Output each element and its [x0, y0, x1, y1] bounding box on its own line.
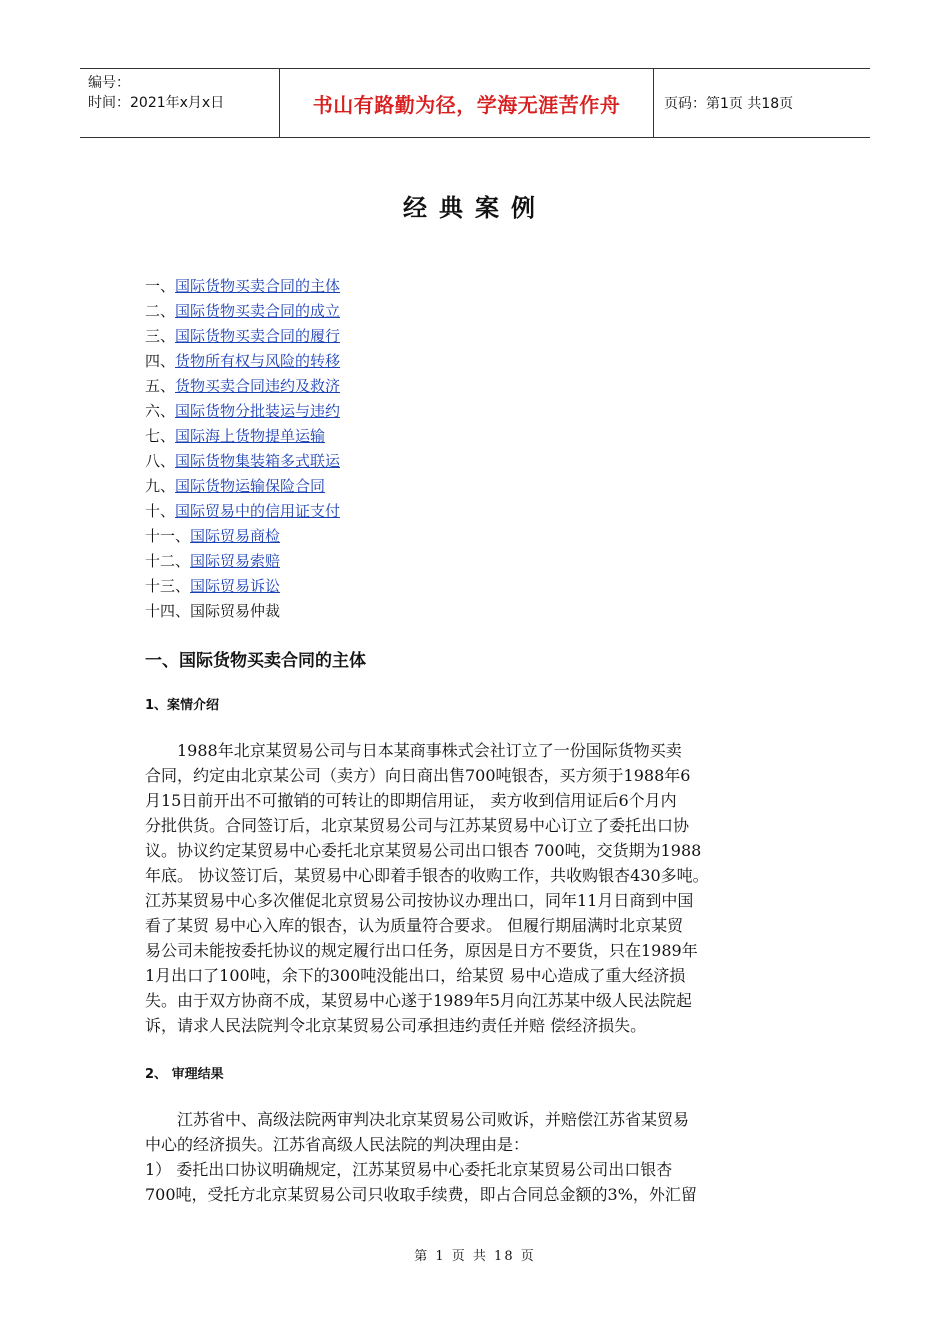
paragraph-line: 中心的经济损失。江苏省高级人民法院的判决理由是：: [145, 1135, 530, 1154]
header-motto: 书山有路勤为径，学海无涯苦作舟: [312, 92, 621, 117]
toc-item-number: 八、: [145, 452, 176, 470]
paragraph-line: 分批供货。合同签订后，北京某贸易公司与江苏某贸易中心订立了委托出口协: [145, 816, 690, 835]
toc-item-number: 七、: [145, 427, 176, 445]
paragraph-line: 诉，请求人民法院判令北京某贸易公司承担违约责任并赔 偿经济损失。: [145, 1016, 647, 1035]
toc-item[interactable]: [145, 324, 340, 349]
toc-item-link[interactable]: 国际贸易诉讼: [190, 577, 281, 595]
toc-item-link[interactable]: 货物所有权与风险的转移: [175, 352, 341, 370]
toc-item-number: 三、: [145, 327, 176, 345]
toc-item-link[interactable]: 国际贸易索赔: [190, 552, 281, 570]
paragraph-line: 年底。 协议签订后，某贸易中心即着手银杏的收购工作，共收购银杏430多吨。: [145, 866, 709, 885]
header-page-info: 页码：第1页 共18页: [664, 96, 794, 112]
toc-item-number: 五、: [145, 377, 176, 395]
paragraph-line: 议。协议约定某贸易中心委托北京某贸易公司出口银杏 700吨，交货期为1988: [145, 841, 702, 860]
toc-item-number: 十、: [145, 502, 176, 520]
case-paragraph: [145, 738, 810, 1038]
toc-item-number: 十二、: [145, 552, 191, 570]
paragraph-line: 月15日前开出不可撤销的可转让的即期信用证， 卖方收到信用证后6个月内: [145, 791, 677, 810]
toc-item-link[interactable]: 国际贸易商检: [190, 527, 281, 545]
toc-item-link[interactable]: 货物买卖合同违约及救济: [175, 377, 341, 395]
toc-item-link[interactable]: 国际货物买卖合同的成立: [175, 302, 341, 320]
subsection-heading-case: 1、案情介绍: [145, 698, 220, 713]
paragraph-line: 江苏省中、高级法院两审判决北京某贸易公司败诉，并赔偿江苏省某贸易: [145, 1110, 690, 1129]
toc-item-number: 四、: [145, 352, 176, 370]
toc-item[interactable]: [145, 499, 340, 524]
toc-item-number: 十一、: [145, 527, 191, 545]
toc-item-link[interactable]: 国际货物买卖合同的主体: [175, 277, 341, 295]
subsection-heading-result: 2、 审理结果: [145, 1067, 224, 1082]
toc-item-link[interactable]: 国际货物买卖合同的履行: [175, 327, 341, 345]
toc-item[interactable]: [145, 349, 340, 374]
paragraph-line: 易公司未能按委托协议的规定履行出口任务，原因是日方不要货，只在1989年: [145, 941, 698, 960]
toc-item[interactable]: [145, 374, 340, 399]
toc-item[interactable]: [145, 299, 340, 324]
toc-item-number: 十四、: [145, 602, 191, 620]
toc-item: [145, 599, 340, 624]
toc-item-number: 九、: [145, 477, 176, 495]
toc-item[interactable]: [145, 274, 340, 299]
paragraph-line: 看了某贸 易中心入库的银杏，认为质量符合要求。 但履行期届满时北京某贸: [145, 916, 684, 935]
toc-item-link[interactable]: 国际海上货物提单运输: [175, 427, 326, 445]
toc-item-number: 二、: [145, 302, 176, 320]
toc-item-link[interactable]: 国际货物运输保险合同: [175, 477, 326, 495]
toc-item[interactable]: [145, 549, 340, 574]
toc-item-number: 一、: [145, 277, 176, 295]
toc-item[interactable]: [145, 474, 340, 499]
toc-item-label: 国际贸易仲裁: [190, 602, 281, 620]
document-title: 经典案例: [403, 194, 547, 222]
result-paragraph: [145, 1107, 810, 1207]
page-footer: 第 1 页 共 18 页: [414, 1249, 536, 1264]
paragraph-line: 失。由于双方协商不成，某贸易中心遂于1989年5月向江苏某中级人民法院起: [145, 991, 692, 1010]
document-number-label: 编号：: [88, 75, 130, 91]
toc-item[interactable]: [145, 449, 340, 474]
section-heading: 一、国际货物买卖合同的主体: [145, 651, 366, 671]
toc-item[interactable]: [145, 399, 340, 424]
paragraph-line: 1988年北京某贸易公司与日本某商事株式会社订立了一份国际货物买卖: [145, 741, 682, 760]
paragraph-line: 1） 委托出口协议明确规定，江苏某贸易中心委托北京某贸易公司出口银杏: [145, 1160, 673, 1179]
toc-item[interactable]: [145, 524, 340, 549]
paragraph-line: 1月出口了100吨，余下的300吨没能出口，给某贸 易中心造成了重大经济损: [145, 966, 686, 985]
paragraph-line: 700吨，受托方北京某贸易公司只收取手续费，即占合同总金额的3%，外汇留: [145, 1185, 697, 1204]
header-meta-cell: [80, 69, 280, 137]
document-time-label: 时间：2021年x月x日: [88, 95, 225, 111]
toc-item-number: 十三、: [145, 577, 191, 595]
table-of-contents: [145, 274, 340, 624]
toc-item[interactable]: [145, 424, 340, 449]
paragraph-line: 合同，约定由北京某公司（卖方）向日商出售700吨银杏，买方须于1988年6: [145, 766, 691, 785]
header-table: [80, 68, 870, 138]
toc-item-link[interactable]: 国际贸易中的信用证支付: [175, 502, 341, 520]
toc-item-link[interactable]: 国际货物集装箱多式联运: [175, 452, 341, 470]
header-motto-cell: [280, 69, 654, 137]
toc-item[interactable]: [145, 574, 340, 599]
toc-item-number: 六、: [145, 402, 176, 420]
header-page-cell: [654, 69, 870, 137]
toc-item-link[interactable]: 国际货物分批装运与违约: [175, 402, 341, 420]
paragraph-line: 江苏某贸易中心多次催促北京贸易公司按协议办理出口，同年11月日商到中国: [145, 891, 694, 910]
